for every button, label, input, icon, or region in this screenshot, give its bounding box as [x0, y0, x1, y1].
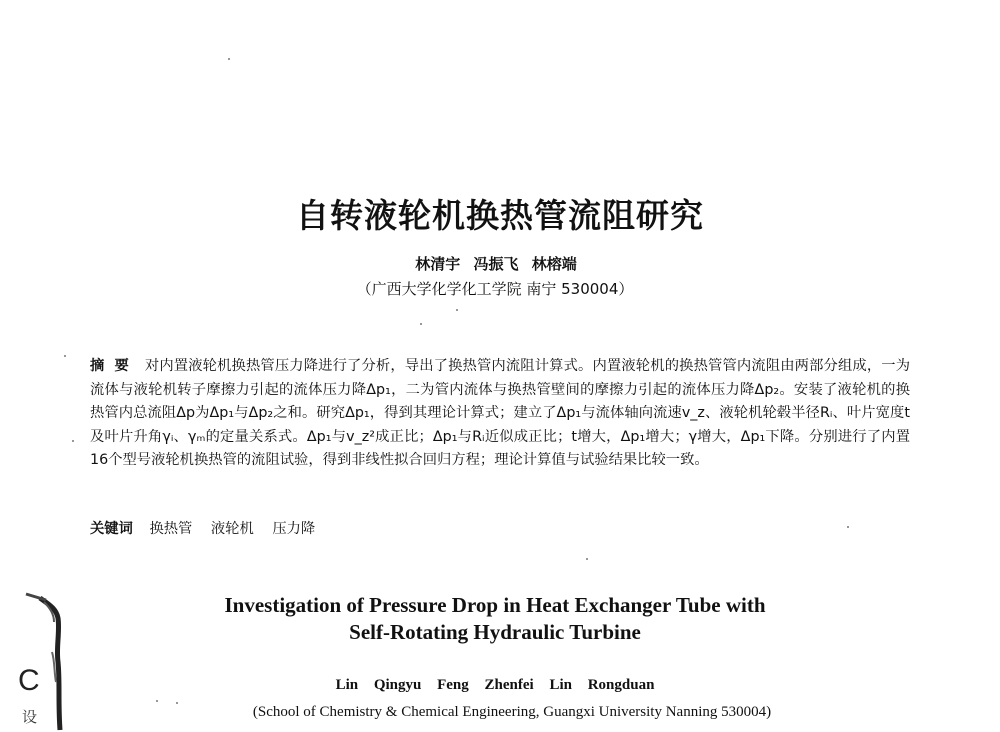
paper-title-chinese: 自转液轮机换热管流阻研究: [296, 196, 704, 236]
keyword-item: 液轮机: [210, 521, 254, 537]
affiliation-chinese: （广西大学化学化工学院 南宁 530004）: [356, 280, 634, 298]
paper-title-english-line2: Self-Rotating Hydraulic Turbine: [349, 620, 641, 644]
abstract-label: 摘要: [90, 358, 139, 374]
keywords-label: 关键词: [90, 521, 133, 537]
paper-title-english: [0, 592, 990, 646]
paper-title-english-line1: Investigation of Pressure Drop in Heat Exchanger Tube with: [224, 593, 766, 617]
scan-speck: [64, 355, 66, 357]
margin-fragment-letter: C: [18, 664, 40, 697]
scan-speck: [456, 309, 458, 311]
scan-speck: [72, 440, 74, 442]
scan-speck: [156, 700, 158, 702]
scan-speck: [586, 558, 588, 560]
affiliation-english: (School of Chemistry & Chemical Engineering, Guangxi University Nanning 530004): [252, 704, 772, 720]
keyword-item: 换热管: [149, 521, 193, 537]
keywords-block: [90, 518, 910, 540]
margin-fragment-char: 设: [22, 708, 38, 726]
author-list-chinese: 林清宇 冯振飞 林榕端: [415, 255, 577, 273]
scan-speck: [420, 323, 422, 325]
scan-speck: [228, 58, 230, 60]
author-list-english: Lin Qingyu Feng Zhenfei Lin Rongduan: [335, 677, 655, 693]
keyword-item: 压力降: [272, 521, 316, 537]
abstract-text: 对内置液轮机换热管压力降进行了分析，导出了换热管内流阻计算式。内置液轮机的换热管管内流阻由两部分组成，一为流体与液轮机转子摩擦力引起的流体压力降Δp₁，二为管内流体与换热管壁间的摩擦力引起的流体压力降Δp₂。安装了液轮机的换热管内总流阻Δp为Δp₁与Δp₂之和。研究Δp₁，得到其理论计算式；建立了Δp₁与流体轴向流速v_z、液轮机轮毂半径Rᵢ、叶片宽度t及叶片升角γᵢ、γₘ的定量关系式。Δp₁与v_z²成正比；Δp₁与Rᵢ近似成正比；t增大，Δp₁增大；γ增大，Δp₁下降。分别进行了内置16个型号液轮机换热管的流阻试验，得到非线性拟合回归方程；理论计算值与试验结果比较一致。: [90, 358, 911, 469]
abstract-block: [90, 355, 910, 473]
